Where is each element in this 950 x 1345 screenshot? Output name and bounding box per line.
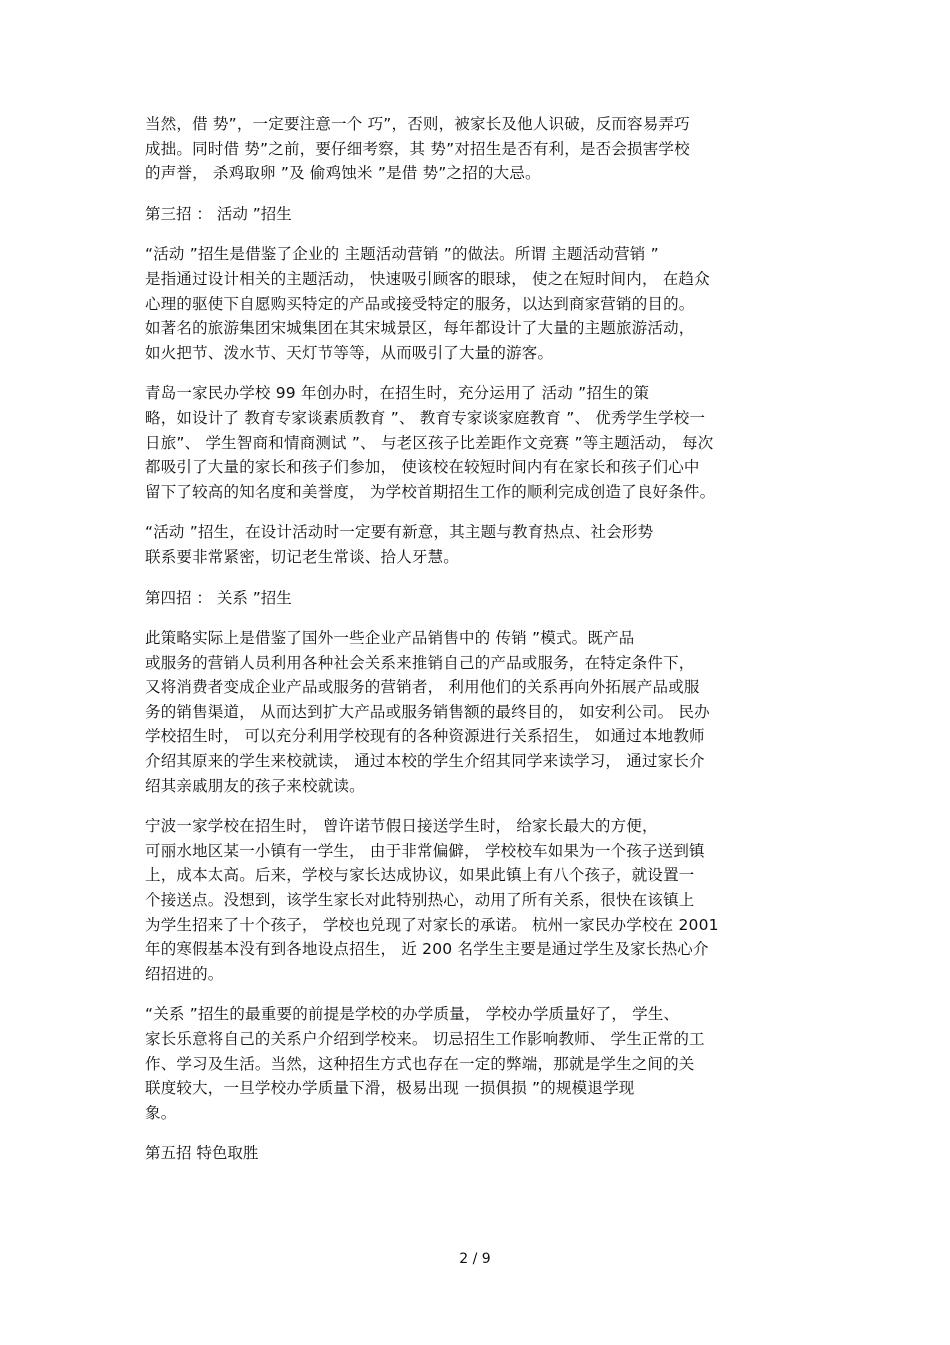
- paragraph-spacer: [145, 798, 815, 814]
- text-line: 此策略实际上是借鉴了国外一些企业产品销售中的 传销 ”模式。既产品: [145, 629, 635, 648]
- text-line: 第四招 ： 关系 ”招生: [145, 588, 292, 607]
- paragraph: [145, 520, 815, 569]
- paragraph-spacer: [145, 1125, 815, 1141]
- text-line: 作、学习及生活。当然，这种招生方式也存在一定的弊端，那就是学生之间的关: [145, 1054, 695, 1073]
- paragraph-spacer: [145, 986, 815, 1002]
- text-line: 学校招生时， 可以充分利用学校现有的各种资源进行关系招生， 如通过本地教师: [145, 727, 705, 746]
- text-line: 个接送点。没想到，该学生家长对此特别热心，动用了所有关系，很快在该镇上: [145, 891, 695, 910]
- text-line: 为学生招来了十个孩子， 学校也兑现了对家长的承诺。 杭州一家民办学校在 2001: [145, 915, 719, 934]
- text-line: 如著名的旅游集团宋城集团在其宋城景区，每年都设计了大量的主题旅游活动，: [145, 319, 695, 338]
- text-line: “活动 ”招生，在设计活动时一定要有新意，其主题与教育热点、社会形势: [145, 523, 654, 542]
- text-line: 或服务的营销人员利用各种社会关系来推销自己的产品或服务，在特定条件下，: [145, 653, 695, 672]
- paragraph: [145, 112, 815, 186]
- text-line: 当然，借 势”，一定要注意一个 巧”，否则，被家长及他人识破，反而容易弄巧: [145, 115, 690, 133]
- paragraph: [145, 1002, 815, 1125]
- paragraph: [145, 242, 815, 365]
- text-line: 上，成本太高。后来，学校与家长达成协议，如果此镇上有八个孩子，就设置一: [145, 866, 695, 885]
- text-line: 绍其亲戚朋友的孩子来校就读。: [145, 776, 365, 795]
- page-number: 2 / 9: [459, 1251, 491, 1267]
- paragraph-spacer: [145, 365, 815, 381]
- text-line: 略，如设计了 教育专家谈素质教育 ”、 教育专家谈家庭教育 ”、 优秀学生学校一: [145, 408, 706, 427]
- paragraph-spacer: [145, 610, 815, 626]
- paragraph-spacer: [145, 186, 815, 202]
- text-line: 介绍其原来的学生来校就读， 通过本校的学生介绍其同学来读学习， 通过家长介: [145, 752, 705, 771]
- text-line: 象。: [145, 1103, 177, 1122]
- section-heading: [145, 202, 815, 227]
- text-line: 的声誉， 杀鸡取卵 ”及 偷鸡蚀米 ”是借 势”之招的大忌。: [145, 164, 541, 183]
- paragraph: [145, 381, 815, 504]
- text-line: 联度较大，一旦学校办学质量下滑，极易出现 一损俱损 ”的规模退学现: [145, 1079, 635, 1098]
- text-line: 年的寒假基本没有到各地设点招生， 近 200 名学生主要是通过学生及家长热心介: [145, 940, 709, 959]
- text-line: 心理的驱使下自愿购买特定的产品或接受特定的服务，以达到商家营销的目的。: [145, 294, 695, 313]
- text-line: 日旅”、 学生智商和情商测试 ”、 与老区孩子比差距作文竞赛 ”等主题活动， 每次: [145, 433, 714, 452]
- paragraph-spacer: [145, 226, 815, 242]
- text-line: 又将消费者变成企业产品或服务的营销者， 利用他们的关系再向外拓展产品或服: [145, 678, 700, 697]
- text-line: 如火把节、泼水节、天灯节等等，从而吸引了大量的游客。: [145, 343, 554, 362]
- text-line: “活动 ”招生是借鉴了企业的 主题活动营销 ”的做法。所谓 主题活动营销 ”: [145, 245, 659, 264]
- document-body: [145, 112, 815, 1166]
- paragraph-spacer: [145, 570, 815, 586]
- text-line: 务的销售渠道， 从而达到扩大产品或服务销售额的最终目的， 如安利公司。 民办: [145, 702, 710, 721]
- text-line: 可丽水地区某一小镇有一学生， 由于非常偏僻， 学校校车如果为一个孩子送到镇: [145, 841, 705, 860]
- text-line: 都吸引了大量的家长和孩子们参加， 使该校在较短时间内有在家长和孩子们心中: [145, 458, 700, 477]
- paragraph-spacer: [145, 504, 815, 520]
- paragraph: [145, 626, 815, 798]
- text-line: 青岛一家民办学校 99 年创办时，在招生时，充分运用了 活动 ”招生的策: [145, 384, 650, 403]
- text-line: 留下了较高的知名度和美誉度， 为学校首期招生工作的顺利完成创造了良好条件。: [145, 482, 716, 501]
- text-line: “关系 ”招生的最重要的前提是学校的办学质量， 学校办学质量好了， 学生、: [145, 1005, 680, 1024]
- section-heading: [145, 586, 815, 611]
- paragraph: [145, 814, 815, 986]
- text-line: 是指通过设计相关的主题活动， 快速吸引顾客的眼球， 使之在短时间内， 在趋众: [145, 269, 710, 288]
- text-line: 家长乐意将自己的关系户介绍到学校来。 切忌招生工作影响教师、 学生正常的工: [145, 1030, 705, 1048]
- text-line: 成拙。同时借 势”之前，要仔细考察，其 势”对招生是否有利，是否会损害学校: [145, 139, 690, 158]
- text-line: 联系要非常紧密，切记老生常谈、拾人牙慧。: [145, 547, 460, 566]
- text-line: 宁波一家学校在招生时， 曾许诺节假日接送学生时， 给家长最大的方便，: [145, 817, 658, 836]
- text-line: 绍招进的。: [145, 964, 224, 983]
- text-line: 第五招 特色取胜: [145, 1144, 259, 1163]
- text-line: 第三招 ： 活动 ”招生: [145, 204, 292, 223]
- section-heading: [145, 1141, 815, 1166]
